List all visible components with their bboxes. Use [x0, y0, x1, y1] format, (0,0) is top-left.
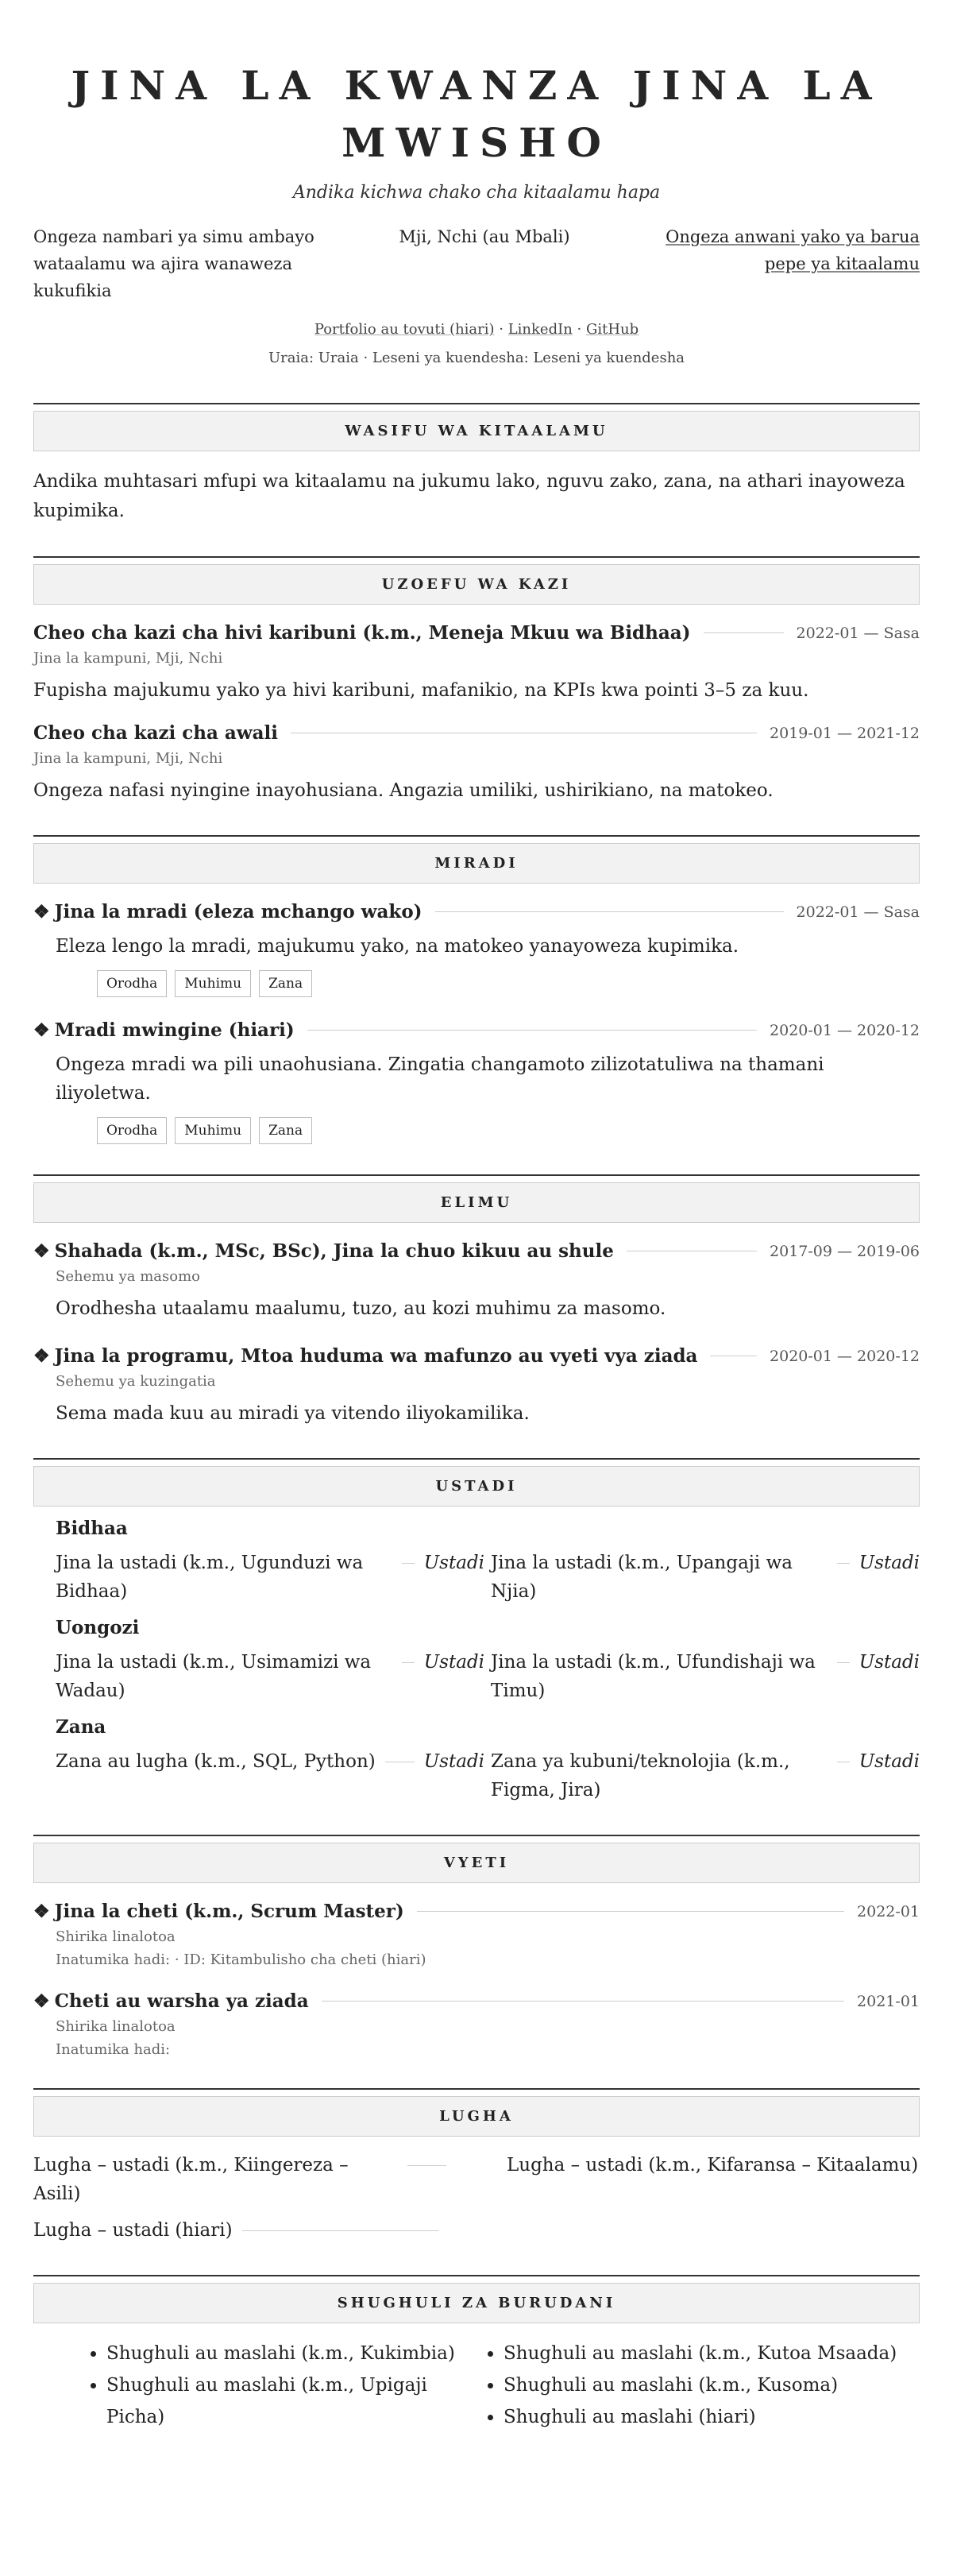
skill-category: Uongozi — [56, 1617, 140, 1638]
tag-list — [97, 1117, 920, 1144]
certificate-issuer: Shirika linalotoa — [56, 1928, 176, 1945]
skill-item: Zana au lugha (k.m., SQL, Python) Ustadi — [56, 1751, 484, 1772]
job-title: Cheo cha kazi cha hivi karibuni (k.m., Meneja Mkuu wa Bidhaa) — [33, 622, 691, 644]
diamond-bullet-icon: ❖ — [33, 1901, 50, 1922]
experience-section — [33, 556, 920, 805]
skills-section — [33, 1458, 920, 1804]
education-dates: 2017-09 — 2019-06 — [770, 1242, 920, 1260]
list-item: • Shughuli au maslahi (k.m., Kukimbia) — [106, 2338, 488, 2369]
section-title: USTADI — [33, 1466, 920, 1507]
professional-headline: Andika kichwa chako cha kitaalamu hapa — [292, 183, 661, 203]
project-name: Jina la mradi (eleza mchango wako) — [54, 901, 422, 922]
languages-section — [33, 2088, 920, 2245]
tag: Muhimu — [175, 970, 251, 997]
section-title: UZOEFU WA KAZI — [33, 564, 920, 605]
email-link[interactable]: Ongeza anwani yako ya barua pepe ya kitaalamu — [666, 227, 920, 273]
hobbies-list — [33, 2338, 920, 2433]
language-item: Lugha – ustadi (hiari) — [33, 2216, 446, 2245]
tag: Orodha — [97, 1117, 167, 1144]
tag-list — [97, 970, 920, 997]
education-entry — [33, 1240, 920, 1323]
education-entry — [33, 1345, 920, 1428]
certificate-date: 2022-01 — [857, 1902, 920, 1920]
full-name: JINA LA KWANZA JINA LA MWISHO — [71, 62, 882, 166]
field-of-study: Sehemu ya kuzingatia — [56, 1373, 216, 1390]
project-dates: 2022-01 — Sasa — [796, 903, 920, 921]
skill-item: Jina la ustadi (k.m., Ugunduzi wa Bidhaa) Ustadi — [56, 1553, 484, 1602]
skill-item: Jina la ustadi (k.m., Usimamizi wa Wadau) Ustadi — [56, 1652, 484, 1701]
certificate-entry — [33, 1990, 920, 2058]
company: Jina la kampuni, Mji, Nchi — [33, 650, 223, 667]
field-of-study: Sehemu ya masomo — [56, 1268, 201, 1285]
links-row: Portfolio au tovuti (hiari) · LinkedIn · GitHub — [314, 321, 639, 338]
diamond-bullet-icon: ❖ — [33, 1990, 50, 2012]
degree-name: Jina la programu, Mtoa huduma wa mafunzo au vyeti vya ziada — [54, 1345, 698, 1367]
tag: Muhimu — [175, 1117, 251, 1144]
summary-text: Andika muhtasari mfupi wa kitaalamu na jukumu lako, nguvu zako, zana, na athari inayoweza kupimika. — [33, 471, 905, 521]
certificate-validity: Inatumika hadi: · ID: Kitambulisho cha cheti (hiari) — [56, 1951, 426, 1968]
project-dates: 2020-01 — 2020-12 — [770, 1021, 920, 1039]
skill-group — [56, 1518, 920, 1606]
projects-section — [33, 835, 920, 1144]
job-dates: 2022-01 — Sasa — [796, 624, 920, 642]
list-item: • Shughuli au maslahi (k.m., Kusoma) — [504, 2369, 897, 2401]
tag: Zana — [259, 970, 312, 997]
certificates-section — [33, 1835, 920, 2058]
section-title: WASIFU WA KITAALAMU — [33, 411, 920, 451]
skill-item: Zana ya kubuni/teknolojia (k.m., Figma, Jira) Ustadi — [491, 1751, 920, 1800]
project-description: Ongeza mradi wa pili unaohusiana. Zingatia changamoto zilizotatuliwa na thamani iliyoletwa. — [56, 1054, 824, 1104]
skill-group — [56, 1716, 920, 1804]
skill-category: Bidhaa — [56, 1518, 128, 1539]
project-entry — [33, 1019, 920, 1144]
job-description: Ongeza nafasi nyingine inayohusiana. Angazia umiliki, ushirikiano, na matokeo. — [33, 780, 774, 801]
skill-item: Jina la ustadi (k.m., Upangaji wa Njia) Ustadi — [491, 1553, 920, 1602]
project-entry — [33, 901, 920, 997]
diamond-bullet-icon: ❖ — [33, 1240, 50, 1262]
section-title: ELIMU — [33, 1182, 920, 1223]
company: Jina la kampuni, Mji, Nchi — [33, 750, 223, 767]
location-text: Mji, Nchi (au Mbali) — [399, 227, 570, 246]
education-description: Orodhesha utaalamu maalumu, tuzo, au kozi muhimu za masomo. — [56, 1298, 666, 1319]
skill-group — [56, 1617, 920, 1705]
portfolio-link[interactable]: Portfolio au tovuti (hiari) — [314, 321, 495, 338]
section-title: LUGHA — [33, 2096, 920, 2137]
project-name: Mradi mwingine (hiari) — [54, 1019, 295, 1041]
degree-name: Shahada (k.m., MSc, BSc), Jina la chuo kikuu au shule — [54, 1240, 614, 1262]
list-item: • Shughuli au maslahi (hiari) — [504, 2401, 897, 2433]
section-title: SHUGHULI ZA BURUDANI — [33, 2283, 920, 2323]
language-item: Lugha – ustadi (k.m., Kiingereza – Asili) — [33, 2151, 446, 2208]
certificate-date: 2021-01 — [857, 1992, 920, 2010]
list-item: • Shughuli au maslahi (k.m., Kutoa Msaada) — [504, 2338, 897, 2369]
linkedin-link[interactable]: LinkedIn — [507, 321, 573, 338]
language-item: Lugha – ustadi (k.m., Kifaransa – Kitaalamu) — [507, 2155, 919, 2176]
hobbies-section — [33, 2275, 920, 2433]
phone-text: Ongeza nambari ya simu ambayo wataalamu wa ajira wanaweza kukufikia — [33, 227, 314, 300]
personal-details: Uraia: Uraia · Leseni ya kuendesha: Leseni ya kuendesha — [268, 350, 685, 366]
education-description: Sema mada kuu au miradi ya vitendo iliyokamilika. — [56, 1403, 530, 1424]
diamond-bullet-icon: ❖ — [33, 1019, 50, 1041]
education-section — [33, 1174, 920, 1428]
tag: Orodha — [97, 970, 167, 997]
job-description: Fupisha majukumu yako ya hivi karibuni, mafanikio, na KPIs kwa pointi 3–5 za kuu. — [33, 680, 809, 701]
tag: Zana — [259, 1117, 312, 1144]
job-title: Cheo cha kazi cha awali — [33, 722, 279, 744]
list-item: • Shughuli au maslahi (k.m., Upigaji Picha) — [106, 2369, 488, 2433]
education-dates: 2020-01 — 2020-12 — [770, 1347, 920, 1365]
certificate-validity: Inatumika hadi: — [56, 2041, 171, 2058]
certificate-name: Jina la cheti (k.m., Scrum Master) — [54, 1901, 404, 1922]
certificate-issuer: Shirika linalotoa — [56, 2018, 176, 2035]
project-description: Eleza lengo la mradi, majukumu yako, na matokeo yanayoweza kupimika. — [56, 936, 739, 957]
certificate-name: Cheti au warsha ya ziada — [54, 1990, 309, 2012]
certificate-entry — [33, 1901, 920, 1968]
experience-entry — [33, 722, 920, 805]
skill-item: Jina la ustadi (k.m., Ufundishaji wa Timu) Ustadi — [491, 1652, 920, 1701]
job-dates: 2019-01 — 2021-12 — [770, 724, 920, 742]
summary-section — [33, 403, 920, 526]
skill-category: Zana — [56, 1716, 106, 1738]
diamond-bullet-icon: ❖ — [33, 901, 50, 922]
section-title: VYETI — [33, 1843, 920, 1883]
github-link[interactable]: GitHub — [585, 321, 639, 338]
diamond-bullet-icon: ❖ — [33, 1345, 50, 1367]
experience-entry — [33, 622, 920, 705]
section-title: MIRADI — [33, 843, 920, 884]
contact-row — [33, 223, 920, 304]
